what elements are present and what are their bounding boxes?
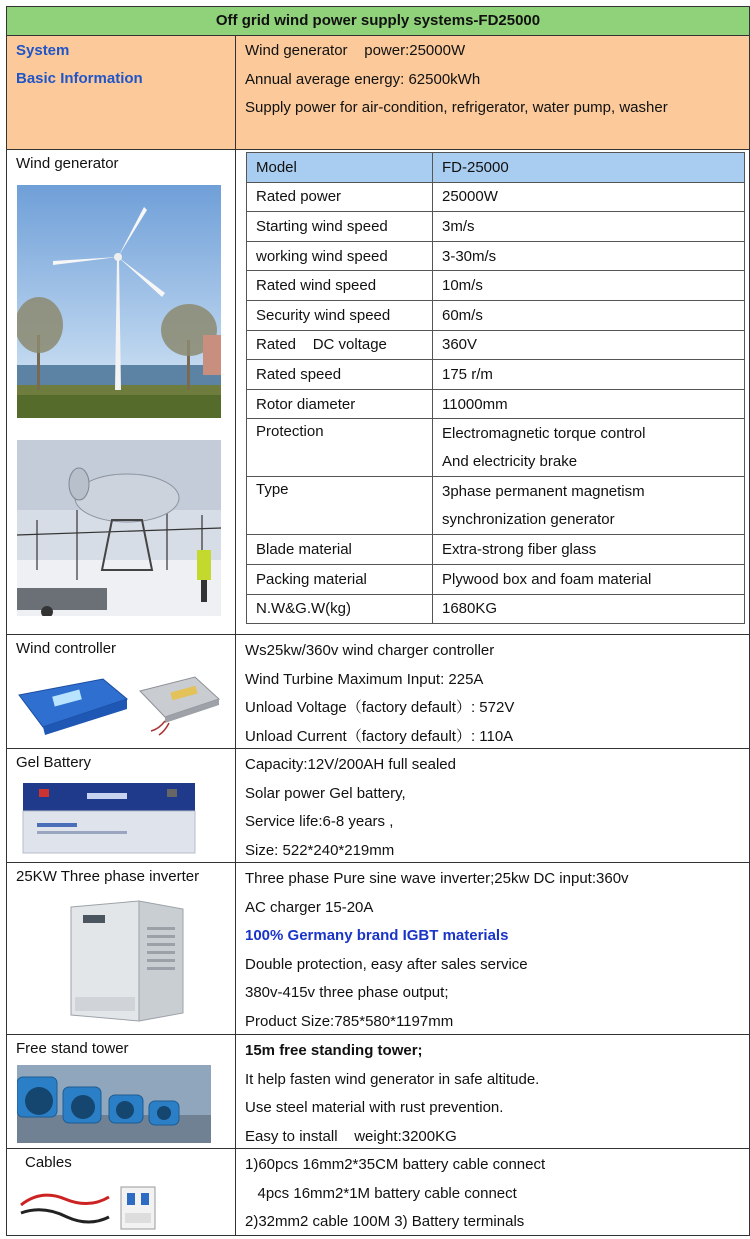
spec-row-model [247, 153, 745, 183]
cables-line: 1)60pcs 16mm2*35CM battery cable connect [245, 1156, 546, 1173]
controller-label: Wind controller [16, 640, 117, 657]
spec-row [247, 300, 745, 330]
cables-line: 4pcs 16mm2*1M battery cable connect [245, 1184, 517, 1202]
spec-row [247, 271, 745, 301]
tower-text [236, 1035, 749, 1148]
inverter-line: Three phase Pure sine wave inverter;25kw DC input:360v [245, 870, 629, 887]
battery-line: Service life:6-8 years , [245, 813, 394, 830]
tower-line: Easy to install weight:3200KG [245, 1127, 457, 1145]
controller-cell [7, 635, 236, 748]
spec-key: Rated power [247, 182, 433, 212]
spec-value: 25000W [433, 182, 745, 212]
spec-value: 3-30m/s [433, 241, 745, 271]
spec-value: Plywood box and foam material [433, 564, 745, 594]
spec-value-line: And electricity brake [442, 452, 578, 470]
inverter-cell [7, 863, 236, 1034]
inverter-line: Product Size:785*580*1197mm [245, 1012, 454, 1030]
spec-value: 11000mm [433, 389, 745, 419]
spec-row [247, 535, 745, 565]
info-line: Wind generator power:25000W [245, 42, 466, 59]
spec-value: 1680KG [433, 594, 745, 624]
info-line: Supply power for air-condition, refrigerator, water pump, washer [245, 99, 668, 116]
generator-installation-photo [17, 440, 221, 616]
spec-key: Protection [247, 419, 433, 477]
spec-key: Security wind speed [247, 300, 433, 330]
battery-row [6, 748, 750, 862]
spec-value-line: synchronization generator [442, 510, 615, 528]
controller-line: Ws25kw/360v wind charger controller [245, 642, 495, 659]
wind-turbine-photo [17, 185, 221, 418]
inverter-line: AC charger 15-20A [245, 898, 374, 916]
spec-value: FD-25000 [433, 153, 745, 183]
spec-value-line: Electromagnetic torque control [442, 424, 646, 442]
tower-line: Use steel material with rust prevention. [245, 1099, 504, 1116]
battery-line: Solar power Gel battery, [245, 784, 406, 802]
spec-row [247, 330, 745, 360]
cables-line: 2)32mm2 cable 100M 3) Battery terminals [245, 1213, 525, 1230]
basic-info-row [6, 35, 750, 149]
tower-line: It help fasten wind generator in safe altitude. [245, 1070, 540, 1088]
spec-key: Packing material [247, 564, 433, 594]
controller-line: Wind Turbine Maximum Input: 225A [245, 670, 484, 688]
inverter-line: Double protection, easy after sales service [245, 955, 528, 973]
spec-key: Rated wind speed [247, 271, 433, 301]
spec-value: 60m/s [433, 300, 745, 330]
cables-row [6, 1148, 750, 1236]
spec-key: Rated speed [247, 360, 433, 390]
info-line: Annual average energy: 62500kWh [245, 70, 481, 88]
spec-key: Starting wind speed [247, 212, 433, 242]
tower-row [6, 1034, 750, 1148]
tower-label: Free stand tower [16, 1040, 129, 1057]
sheet-title: Off grid wind power supply systems-FD25000 [6, 6, 750, 35]
tower-cell [7, 1035, 236, 1148]
spec-table [246, 152, 745, 624]
battery-label: Gel Battery [16, 754, 92, 771]
spec-value-line: 3phase permanent magnetism [442, 482, 645, 500]
spec-key: N.W&G.W(kg) [247, 594, 433, 624]
product-sheet [6, 6, 750, 1236]
inverter-highlight-line: 100% Germany brand IGBT materials [245, 927, 509, 944]
wind-generator-specs [236, 150, 749, 634]
spec-key: Type [247, 477, 433, 535]
battery-line: Capacity:12V/200AH full sealed [245, 756, 456, 773]
basic-info-label-line-2: Basic Information [16, 70, 143, 87]
tower-heading-line: 15m free standing tower; [245, 1042, 423, 1059]
spec-row [247, 419, 745, 477]
controller-photo [15, 669, 227, 739]
spec-value: 10m/s [433, 271, 745, 301]
tower-photo [17, 1065, 211, 1143]
spec-row [247, 477, 745, 535]
controller-line: Unload Voltage（factory default）: 572V [245, 699, 515, 716]
basic-info-label [7, 36, 236, 149]
spec-key: working wind speed [247, 241, 433, 271]
spec-key: Rated DC voltage [247, 330, 433, 360]
spec-value: Extra-strong fiber glass [433, 535, 745, 565]
wind-generator-cell [7, 150, 236, 634]
spec-key: Model [247, 153, 433, 183]
spec-value: 360V [433, 330, 745, 360]
spec-row [247, 594, 745, 624]
controller-line: Unload Current（factory default）: 110A [245, 727, 514, 745]
wind-generator-row [6, 149, 750, 634]
spec-row [247, 564, 745, 594]
inverter-text [236, 863, 749, 1034]
spec-value: 175 r/m [433, 360, 745, 390]
battery-cell [7, 749, 236, 862]
spec-row [247, 182, 745, 212]
cables-photo [17, 1179, 167, 1235]
spec-row [247, 241, 745, 271]
battery-text [236, 749, 749, 862]
cables-cell [7, 1149, 236, 1235]
controller-row [6, 634, 750, 748]
gel-battery-photo [17, 779, 201, 857]
spec-value [433, 419, 745, 477]
cables-label: Cables [25, 1154, 72, 1171]
inverter-label: 25KW Three phase inverter [16, 868, 200, 885]
basic-info-label-line-1: System [16, 42, 70, 59]
cables-text [236, 1149, 749, 1235]
inverter-photo [61, 897, 191, 1025]
spec-row [247, 389, 745, 419]
wind-generator-label: Wind generator [16, 155, 119, 172]
inverter-row [6, 862, 750, 1034]
spec-value [433, 477, 745, 535]
spec-value: 3m/s [433, 212, 745, 242]
spec-key: Rotor diameter [247, 389, 433, 419]
spec-row [247, 212, 745, 242]
spec-row [247, 360, 745, 390]
inverter-line: 380v-415v three phase output; [245, 984, 449, 1001]
spec-key: Blade material [247, 535, 433, 565]
battery-line: Size: 522*240*219mm [245, 841, 395, 859]
basic-info-text [236, 36, 749, 149]
controller-text [236, 635, 749, 748]
